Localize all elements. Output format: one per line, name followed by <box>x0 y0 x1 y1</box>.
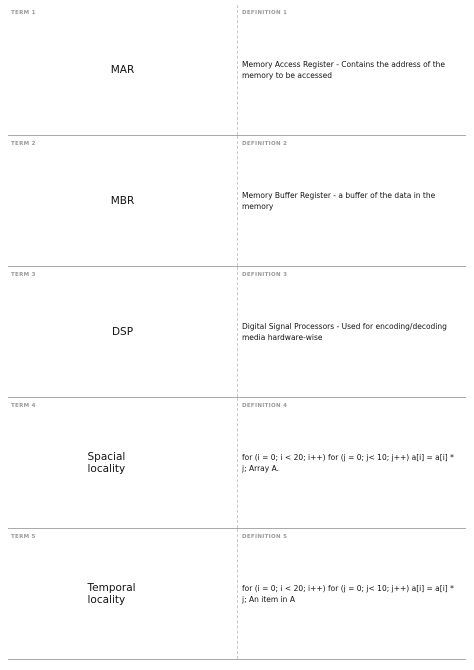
definition-panel <box>237 136 466 266</box>
term-header: TERM 1 <box>11 10 36 16</box>
flashcard-4 <box>8 398 466 529</box>
definition-text: Memory Access Register - Contains the address of the memory to be accessed <box>242 60 446 80</box>
flashcard-1 <box>8 5 466 136</box>
definition-text: for (i = 0; i < 20; i++) for (j = 0; j< 10; j++) a[i] = a[i] * j; An item in A <box>242 584 454 604</box>
term-text-container <box>8 398 237 528</box>
definition-text-container <box>242 5 460 135</box>
definition-text-container <box>242 267 460 397</box>
flashcard-5 <box>8 529 466 660</box>
term-panel <box>8 267 237 397</box>
term-panel <box>8 529 237 659</box>
term-text: MAR <box>110 64 135 76</box>
definition-text-container <box>242 398 460 528</box>
term-text-container <box>8 136 237 266</box>
definition-text-container <box>242 529 460 659</box>
term-header: TERM 2 <box>11 141 36 147</box>
definition-text: Memory Buffer Register - a buffer of the data in the memory <box>242 191 436 211</box>
definition-panel <box>237 398 466 528</box>
definition-panel <box>237 5 466 135</box>
definition-header: DEFINITION 5 <box>242 534 288 540</box>
term-text: Temporal locality <box>87 582 136 606</box>
term-panel <box>8 136 237 266</box>
definition-header: DEFINITION 4 <box>242 403 288 409</box>
flashcard-2 <box>8 136 466 267</box>
definition-header: DEFINITION 2 <box>242 141 288 147</box>
flashcard-3 <box>8 267 466 398</box>
term-header: TERM 4 <box>11 403 36 409</box>
term-text-container <box>8 5 237 135</box>
term-panel <box>8 5 237 135</box>
definition-text: for (i = 0; i < 20; i++) for (j = 0; j< 10; j++) a[i] = a[i] * j; Array A. <box>242 453 454 473</box>
definition-panel <box>237 267 466 397</box>
term-panel <box>8 398 237 528</box>
definition-text-container <box>242 136 460 266</box>
term-header: TERM 3 <box>11 272 36 278</box>
term-header: TERM 5 <box>11 534 36 540</box>
term-text-container <box>8 529 237 659</box>
definition-header: DEFINITION 3 <box>242 272 288 278</box>
term-text: DSP <box>111 326 134 338</box>
term-text-container <box>8 267 237 397</box>
definition-panel <box>237 529 466 659</box>
flashcard-sheet <box>8 5 466 660</box>
definition-text: Digital Signal Processors - Used for encoding/decoding media hardware-wise <box>242 322 447 342</box>
definition-header: DEFINITION 1 <box>242 10 288 16</box>
term-text: MBR <box>110 195 135 207</box>
term-text: Spacial locality <box>87 451 126 475</box>
